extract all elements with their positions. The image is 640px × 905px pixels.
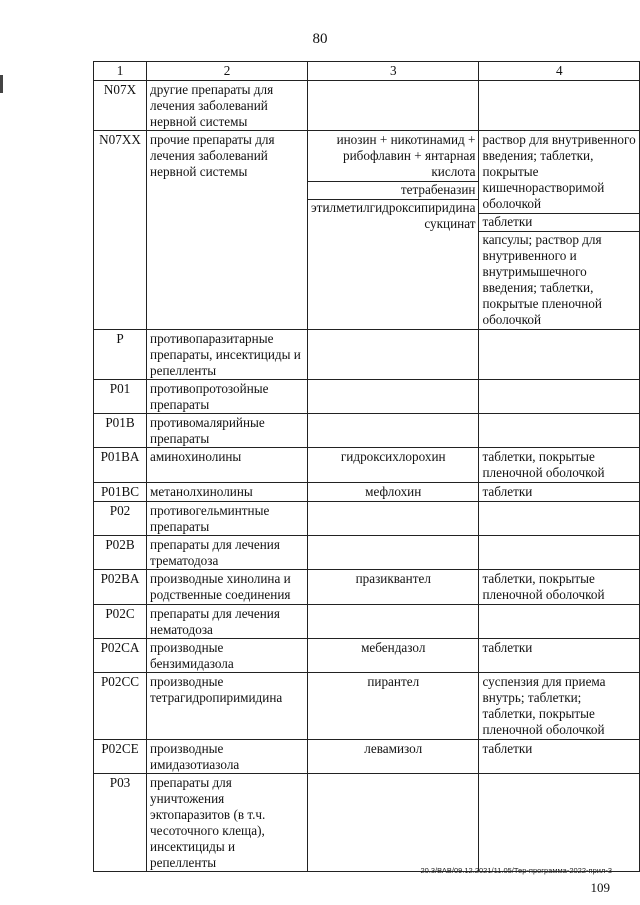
scan-edge-mark bbox=[0, 75, 3, 93]
drug-name-cell bbox=[308, 330, 479, 380]
dosage-form-cell bbox=[479, 483, 640, 502]
atc-code-cell: P bbox=[94, 330, 147, 380]
drug-name: тетрабеназин bbox=[308, 181, 478, 199]
drug-name-cell bbox=[308, 81, 479, 131]
dosage-form: таблетки bbox=[482, 741, 533, 756]
table-row bbox=[94, 605, 640, 639]
dosage-form: раствор для внутривенного введения; таблетки, покрытые кишечнорастворимой оболочкой bbox=[482, 132, 636, 211]
drug-name: празиквантел bbox=[355, 571, 431, 586]
anatomical-group-cell: противопаразитарные препараты, инсектициды и репелленты bbox=[147, 330, 308, 380]
dosage-form-cell bbox=[479, 570, 640, 605]
anatomical-group-cell: производные хинолина и родственные соединения bbox=[147, 570, 308, 605]
dosage-form: таблетки, покрытые пленочной оболочкой bbox=[482, 571, 605, 602]
table-row bbox=[94, 774, 640, 872]
drug-name-cell bbox=[308, 536, 479, 570]
atc-code-cell: P02CA bbox=[94, 639, 147, 673]
dosage-form: таблетки bbox=[479, 213, 639, 231]
drug-name-cell bbox=[308, 570, 479, 605]
column-header: 4 bbox=[479, 62, 640, 81]
drug-name: гидроксихлорохин bbox=[340, 449, 446, 464]
drug-name-cell bbox=[308, 774, 479, 872]
atc-code-cell: P02B bbox=[94, 536, 147, 570]
atc-code-cell: P01BA bbox=[94, 448, 147, 483]
dosage-form-cell bbox=[479, 502, 640, 536]
table-row bbox=[94, 536, 640, 570]
drug-name-cell bbox=[308, 673, 479, 740]
table-row bbox=[94, 380, 640, 414]
table-row bbox=[94, 740, 640, 774]
dosage-form: таблетки, покрытые пленочной оболочкой bbox=[482, 449, 605, 480]
dosage-form-cell bbox=[479, 673, 640, 740]
table-row bbox=[94, 483, 640, 502]
table-row bbox=[94, 414, 640, 448]
page-number: 80 bbox=[312, 31, 328, 47]
drug-name: этилметилгидроксипиридина сукцинат bbox=[308, 199, 478, 233]
atc-code-cell: P02CC bbox=[94, 673, 147, 740]
document-reference-code: 20.3/ВАВ/09.12.2021/11.05/Тер-программа-2022-прил-3 bbox=[420, 866, 612, 875]
anatomical-group-cell: препараты для лечения трематодоза bbox=[147, 536, 308, 570]
atc-code-cell: N07X bbox=[94, 81, 147, 131]
dosage-form-cell bbox=[479, 414, 640, 448]
drug-classification-table bbox=[93, 61, 640, 872]
table-body bbox=[94, 81, 640, 872]
table-row bbox=[94, 330, 640, 380]
atc-code-cell: P02CE bbox=[94, 740, 147, 774]
anatomical-group-cell: противопротозойные препараты bbox=[147, 380, 308, 414]
drug-name: пирантел bbox=[367, 674, 420, 689]
drug-name-cell bbox=[308, 502, 479, 536]
drug-name-cell bbox=[308, 483, 479, 502]
table-row bbox=[94, 502, 640, 536]
dosage-form-cell bbox=[479, 380, 640, 414]
anatomical-group-cell: метанолхинолины bbox=[147, 483, 308, 502]
drug-name-cell bbox=[308, 448, 479, 483]
table-header-row bbox=[94, 62, 640, 81]
drug-name: инозин + никотинамид + рибофлавин + янтарная кислота bbox=[336, 132, 476, 179]
drug-name: мебендазол bbox=[361, 640, 426, 655]
table-row bbox=[94, 639, 640, 673]
atc-code-cell: N07XX bbox=[94, 131, 147, 330]
anatomical-group-cell: прочие препараты для лечения заболеваний нервной системы bbox=[147, 131, 308, 330]
atc-code-cell: P01BC bbox=[94, 483, 147, 502]
anatomical-group-cell: препараты для лечения нематодоза bbox=[147, 605, 308, 639]
anatomical-group-cell: другие препараты для лечения заболеваний нервной системы bbox=[147, 81, 308, 131]
drug-name: мефлохин bbox=[365, 484, 422, 499]
dosage-form: капсулы; раствор для внутривенного и внутримышечного введения; таблетки, покрытые пленочной оболочкой bbox=[479, 231, 639, 329]
table-row bbox=[94, 570, 640, 605]
drug-name: левамизол bbox=[364, 741, 423, 756]
dosage-form: суспензия для приема внутрь; таблетки; таблетки, покрытые пленочной оболочкой bbox=[482, 674, 606, 737]
dosage-form-cell bbox=[479, 81, 640, 131]
table-row bbox=[94, 673, 640, 740]
dosage-form-cell bbox=[479, 605, 640, 639]
dosage-form-cell bbox=[479, 740, 640, 774]
drug-name-cell bbox=[308, 131, 479, 330]
drug-name-cell bbox=[308, 605, 479, 639]
anatomical-group-cell: аминохинолины bbox=[147, 448, 308, 483]
anatomical-group-cell: производные имидазотиазола bbox=[147, 740, 308, 774]
dosage-form-cell bbox=[479, 131, 640, 330]
dosage-form-cell bbox=[479, 639, 640, 673]
anatomical-group-cell: препараты для уничтожения эктопаразитов (в т.ч. чесоточного клеща), инсектициды и репелленты bbox=[147, 774, 308, 872]
atc-code-cell: P02 bbox=[94, 502, 147, 536]
anatomical-group-cell: противогельминтные препараты bbox=[147, 502, 308, 536]
atc-code-cell: P02BA bbox=[94, 570, 147, 605]
dosage-form-cell bbox=[479, 536, 640, 570]
atc-code-cell: P01B bbox=[94, 414, 147, 448]
anatomical-group-cell: производные бензимидазола bbox=[147, 639, 308, 673]
atc-code-cell: P03 bbox=[94, 774, 147, 872]
anatomical-group-cell: противомалярийные препараты bbox=[147, 414, 308, 448]
drug-name-cell bbox=[308, 414, 479, 448]
drug-name-cell bbox=[308, 740, 479, 774]
column-header: 2 bbox=[147, 62, 308, 81]
atc-code-cell: P02C bbox=[94, 605, 147, 639]
anatomical-group-cell: производные тетрагидропиримидина bbox=[147, 673, 308, 740]
column-header: 1 bbox=[94, 62, 147, 81]
drug-name-cell bbox=[308, 639, 479, 673]
dosage-form-cell bbox=[479, 774, 640, 872]
dosage-form-cell bbox=[479, 448, 640, 483]
table-row bbox=[94, 448, 640, 483]
column-header: 3 bbox=[308, 62, 479, 81]
atc-code-cell: P01 bbox=[94, 380, 147, 414]
drug-name-cell bbox=[308, 380, 479, 414]
dosage-form: таблетки bbox=[482, 484, 533, 499]
sheet-number: 109 bbox=[590, 880, 610, 895]
table-row bbox=[94, 81, 640, 131]
dosage-form: таблетки bbox=[482, 640, 533, 655]
table-row bbox=[94, 131, 640, 330]
dosage-form-cell bbox=[479, 330, 640, 380]
